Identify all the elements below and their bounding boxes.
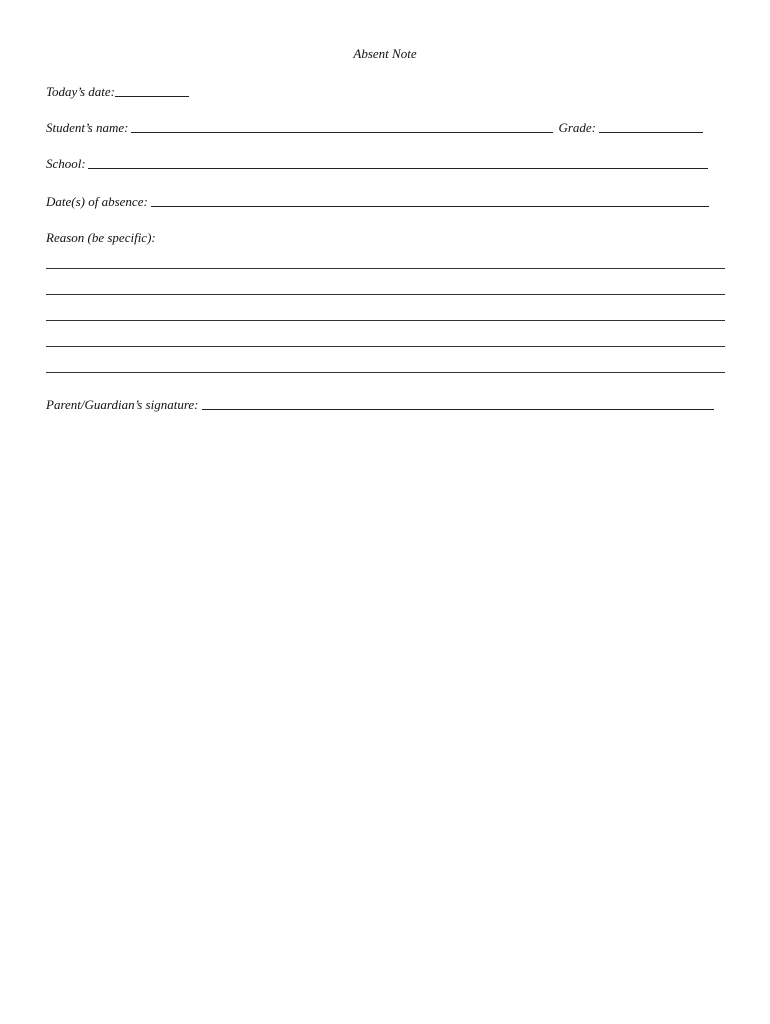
student-name-row [46, 118, 703, 136]
reason-line-3[interactable] [46, 320, 725, 321]
reason-line-2[interactable] [46, 294, 725, 295]
dates-of-absence-label: Date(s) of absence: [46, 194, 148, 209]
grade-field[interactable] [599, 120, 703, 133]
todays-date-row [46, 82, 189, 100]
reason-line-1[interactable] [46, 268, 725, 269]
school-label: School: [46, 156, 86, 171]
reason-row [46, 228, 156, 246]
reason-line-5[interactable] [46, 372, 725, 373]
reason-label: Reason (be specific): [46, 230, 156, 245]
grade-label: Grade: [558, 120, 596, 135]
school-field[interactable] [88, 156, 708, 169]
form-title: Absent Note [353, 46, 417, 61]
signature-label: Parent/Guardian’s signature: [46, 397, 199, 412]
todays-date-field[interactable] [115, 84, 189, 97]
dates-of-absence-field[interactable] [151, 194, 709, 207]
student-name-field[interactable] [131, 120, 553, 133]
student-name-label: Student’s name: [46, 120, 129, 135]
signature-row [46, 395, 714, 413]
signature-field[interactable] [202, 397, 714, 410]
dates-of-absence-row [46, 192, 709, 210]
school-row [46, 154, 708, 172]
todays-date-label: Today’s date: [46, 84, 115, 99]
reason-line-4[interactable] [46, 346, 725, 347]
